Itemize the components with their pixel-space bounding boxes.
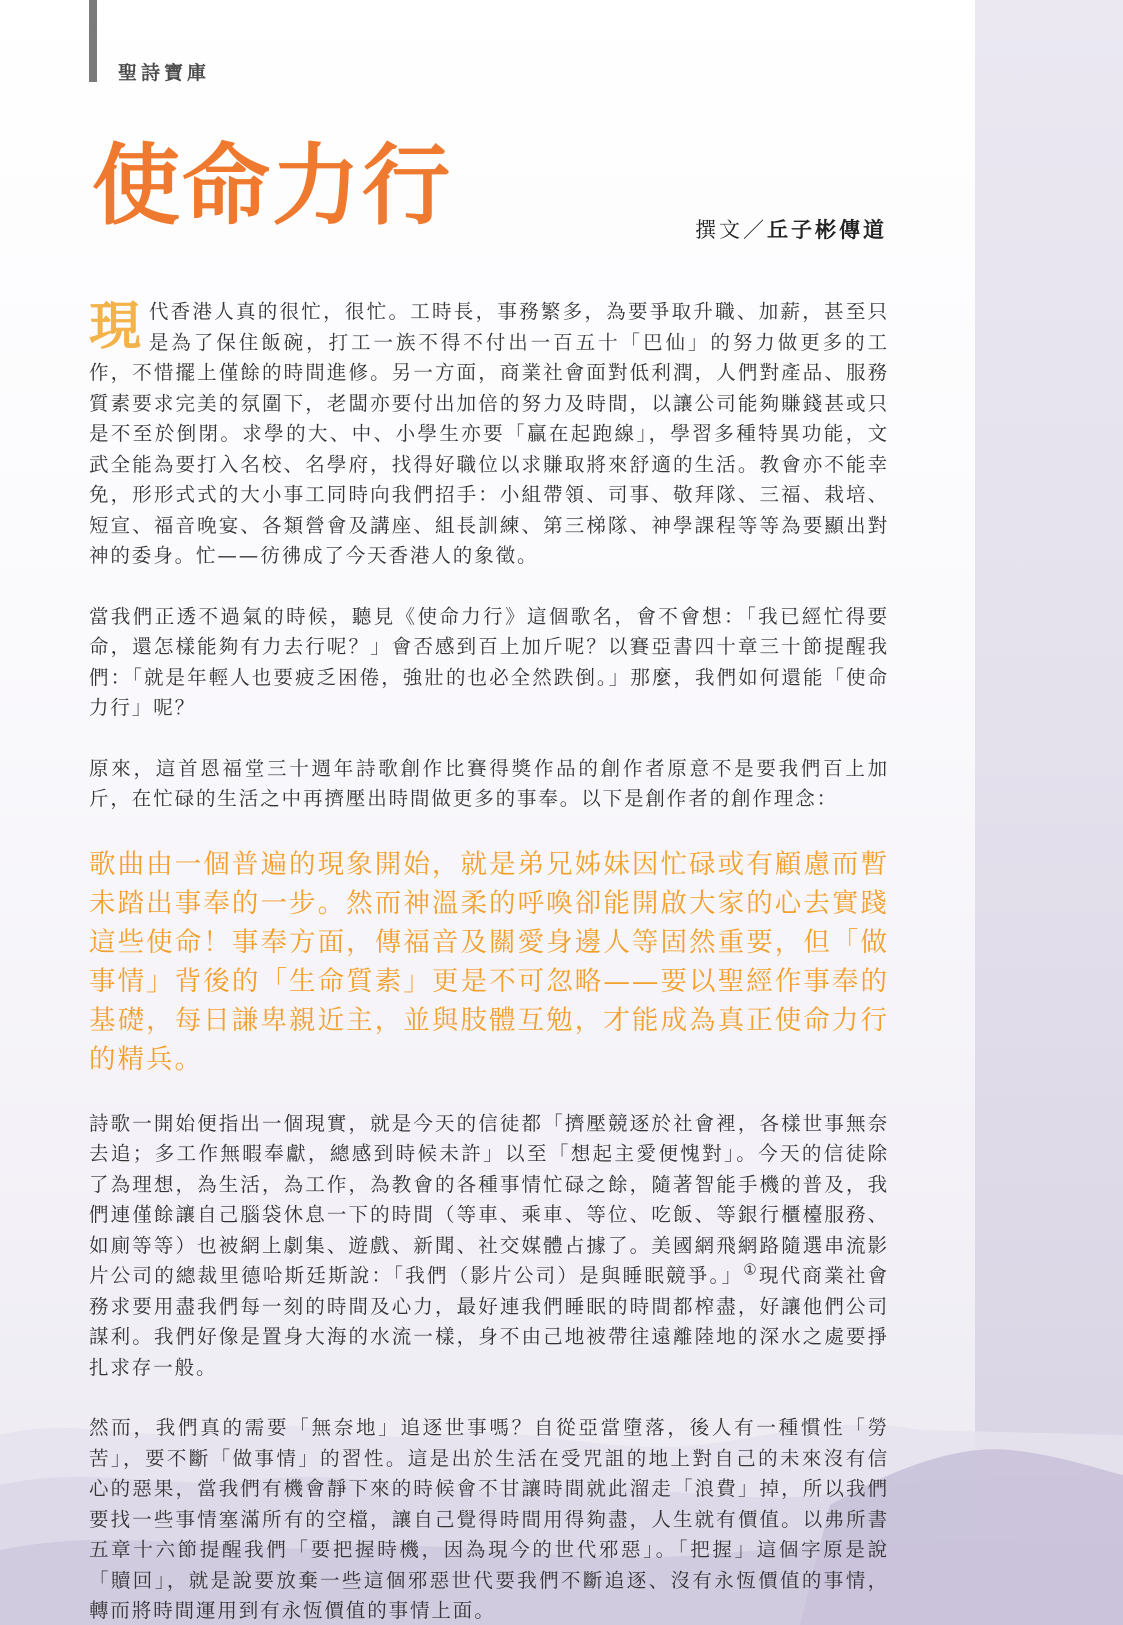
article-body: [89, 297, 889, 1625]
header-bar: [89, 0, 97, 82]
paragraph-4: [89, 1109, 889, 1384]
author-name: 丘子彬傳道: [767, 218, 887, 242]
drop-cap: 現: [89, 296, 143, 357]
paragraph-intro: [89, 297, 889, 572]
article-title: 使命力行: [92, 134, 453, 237]
footnote-marker: ①: [743, 1260, 759, 1279]
paragraph-2: 當我們正透不過氣的時候，聽見《使命力行》這個歌名，會不會想：「我已經忙得要命，還怎樣能夠有力去行呢？」會否感到百上加斤呢？以賽亞書四十章三十節提醒我們：「就是年輕人也要疲乏困倦，強壯的也必全然跌倒。」那麼，我們如何還能「使命力行」呢？: [89, 604, 889, 719]
paragraph-3: 原來，這首恩福堂三十週年詩歌創作比賽得獎作品的創作者原意不是要我們百上加斤，在忙碌的生活之中再擠壓出時間做更多的事奉。以下是創作者的創作理念：: [89, 756, 889, 810]
paragraph-4-text-a: 詩歌一開始便指出一個現實，就是今天的信徒都「擠壓競逐於社會裡，各樣世事無奈去追；多工作無暇奉獻，總感到時候未許」以至「想起主愛便愧對」。今天的信徒除了為理想，為生活，為工作，為教會的各種事情忙碌之餘，隨著智能手機的普及，我們連僅餘讓自己腦袋休息一下的時間（等車、乘車、等位、吃飯、等銀行櫃檯服務、如廁等等）也被網上劇集、遊戲、新聞、社交媒體占據了。美國網飛網路隨選串流影片公司的總裁里德哈斯廷斯說：「我們（影片公司）是與睡眠競爭。」: [89, 1111, 889, 1287]
paragraph-intro-text: 代香港人真的很忙，很忙。工時長，事務繁多，為要爭取升職、加薪，甚至只是為了保住飯碗，打工一族不得不付出一百五十「巴仙」的努力做更多的工作，不惜擺上僅餘的時間進修。另一方面，商業社會面對低利潤，人們對產品、服務質素要求完美的氛圍下，老闆亦要付出加倍的努力及時間，以讓公司能夠賺錢甚或只是不至於倒閉。求學的大、中、小學生亦要「贏在起跑線」，學習多種特異功能，文武全能為要打入名校、名學府，找得好職位以求賺取將來舒適的生活。教會亦不能幸免，形形式式的大小事工同時向我們招手：小組帶領、司事、敬拜隊、三福、栽培、短宣、福音晚宴、各類營會及講座、組長訓練、第三梯隊、神學課程等等為要顯出對神的委身。忙——彷彿成了今天香港人的象徵。: [89, 300, 889, 567]
byline-label: 撰文／: [695, 218, 767, 242]
paragraph-5: 然而，我們真的需要「無奈地」追逐世事嗎？自從亞當墮落，後人有一種慣性「勞苦」，要不斷「做事情」的習性。這是出於生活在受咒詛的地上對自己的未來沒有信心的惡果，當我們有機會靜下來的時候會不甘讓時間就此溜走「浪費」掉，所以我們要找一些事情塞滿所有的空檔，讓自己覺得時間用得夠盡，人生就有價值。以弗所書五章十六節提醒我們「要把握時機，因為現今的世代邪惡」。「把握」這個字原是說「贖回」，就是說要放棄一些這個邪惡世代要我們不斷追逐、沒有永恆價值的事情，轉而將時間運用到有永恆價值的事情上面。: [89, 1416, 889, 1622]
section-label: 聖詩寶庫: [118, 62, 211, 84]
pull-quote: 歌曲由一個普遍的現象開始，就是弟兄姊妹因忙碌或有顧慮而暫未踏出事奉的一步。然而神溫柔的呼喚卻能開啟大家的心去實踐這些使命！事奉方面，傳福音及關愛身邊人等固然重要，但「做事情」背後的「生命質素」更是不可忽略——要以聖經作事奉的基礎，每日謙卑親近主，並與肢體互勉，才能成為真正使命力行的精兵。: [89, 848, 889, 1075]
paragraph-4-text-b: 現代商業社會務求要用盡我們每一刻的時間及心力，最好連我們睡眠的時間都榨盡，好讓他們公司謀利。我們好像是置身大海的水流一樣，身不由己地被帶往遠離陸地的深水之處要掙扎求存一般。: [89, 1264, 889, 1379]
byline: [695, 214, 887, 244]
